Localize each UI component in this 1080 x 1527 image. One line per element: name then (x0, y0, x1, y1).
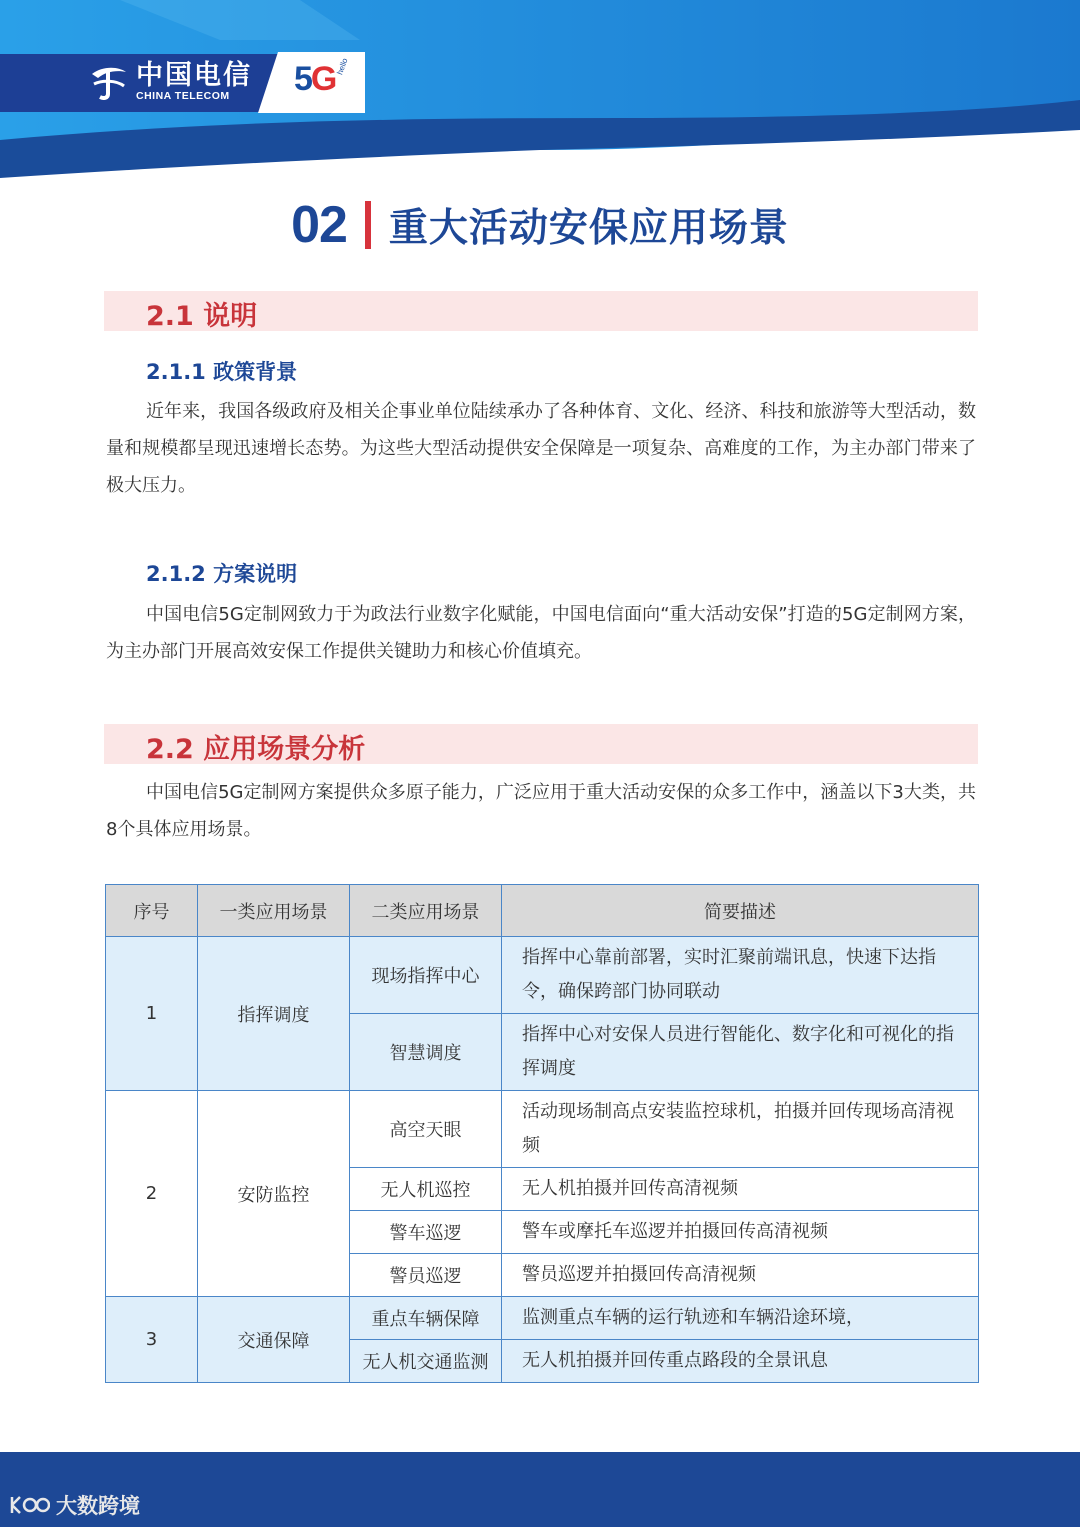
subsection-heading: 2.1.2 方案说明 (146, 562, 298, 586)
page-footer-band (0, 1452, 1080, 1527)
subcategory-cell: 无人机交通监测 (350, 1340, 502, 1383)
subcategory-cell: 重点车辆保障 (350, 1297, 502, 1340)
paragraph: 中国电信5G定制网致力于为政法行业数字化赋能，中国电信面向“重大活动安保”打造的5G定制网方案，为主办部门开展高效安保工作提供关键助力和核心价值填充。 (106, 604, 976, 662)
row-number-cell: 1 (106, 937, 198, 1091)
logo-5g-hello (294, 57, 350, 99)
section-heading-band (104, 724, 978, 764)
paragraph: 中国电信5G定制网方案提供众多原子能力，广泛应用于重大活动安保的众多工作中，涵盖以下3大类，共8个具体应用场景。 (106, 782, 976, 840)
subcategory-cell: 智慧调度 (350, 1014, 502, 1091)
china-telecom-logo (88, 62, 252, 102)
table-header-cell: 一类应用场景 (198, 885, 350, 937)
logo-hello-text: hello (335, 57, 350, 76)
description-cell: 活动现场制高点安装监控球机，拍摄并回传现场高清视频 (502, 1091, 979, 1168)
brand-name-en: CHINA TELECOM (136, 90, 230, 102)
table-row (106, 1091, 979, 1168)
logo-5g-letter: G (310, 60, 336, 98)
row-number-cell: 3 (106, 1297, 198, 1383)
page-title (0, 190, 1080, 260)
table-header-cell: 序号 (106, 885, 198, 937)
page-header (0, 0, 1080, 190)
chapter-number: 02 (291, 196, 347, 254)
section-heading-band (104, 291, 978, 331)
description-cell: 指挥中心对安保人员进行智能化、数字化和可视化的指挥调度 (502, 1014, 979, 1091)
watermark (10, 1490, 140, 1520)
title-divider (365, 201, 371, 249)
description-cell: 无人机拍摄并回传高清视频 (502, 1168, 979, 1211)
row-number-cell: 2 (106, 1091, 198, 1297)
chapter-title: 重大活动安保应用场景 (388, 206, 789, 251)
logo-5g-digit: 5 (294, 60, 311, 98)
watermark-logo-icon (10, 1493, 50, 1517)
description-cell: 无人机拍摄并回传重点路段的全景讯息 (502, 1340, 979, 1383)
table-row (106, 937, 979, 1014)
description-cell: 警车或摩托车巡逻并拍摄回传高清视频 (502, 1211, 979, 1254)
section-heading: 2.1 说明 (146, 301, 258, 332)
table-header-cell: 简要描述 (502, 885, 979, 937)
description-cell: 警员巡逻并拍摄回传高清视频 (502, 1254, 979, 1297)
subcategory-cell: 警员巡逻 (350, 1254, 502, 1297)
table-header-row (106, 885, 979, 937)
subcategory-cell: 高空天眼 (350, 1091, 502, 1168)
subcategory-cell: 警车巡逻 (350, 1211, 502, 1254)
category-cell: 指挥调度 (198, 937, 350, 1091)
paragraph: 近年来，我国各级政府及相关企事业单位陆续承办了各种体育、文化、经济、科技和旅游等大型活动，数量和规模都呈现迅速增长态势。为这些大型活动提供安全保障是一项复杂、高难度的工作，为主办部门带来了极大压力。 (106, 401, 976, 496)
watermark-text: 大数跨境 (56, 1494, 140, 1518)
subsection-heading: 2.1.1 政策背景 (146, 360, 298, 384)
brand-name-cn: 中国电信 (136, 60, 252, 91)
table-header-cell: 二类应用场景 (350, 885, 502, 937)
china-telecom-swirl-icon (88, 64, 130, 100)
subcategory-cell: 现场指挥中心 (350, 937, 502, 1014)
category-cell: 安防监控 (198, 1091, 350, 1297)
scenario-table (105, 884, 979, 1383)
description-cell: 监测重点车辆的运行轨迹和车辆沿途环境， (502, 1297, 979, 1340)
subcategory-cell: 无人机巡控 (350, 1168, 502, 1211)
section-heading: 2.2 应用场景分析 (146, 734, 366, 765)
table-row (106, 1297, 979, 1340)
category-cell: 交通保障 (198, 1297, 350, 1383)
description-cell: 指挥中心靠前部署，实时汇聚前端讯息，快速下达指令，确保跨部门协同联动 (502, 937, 979, 1014)
